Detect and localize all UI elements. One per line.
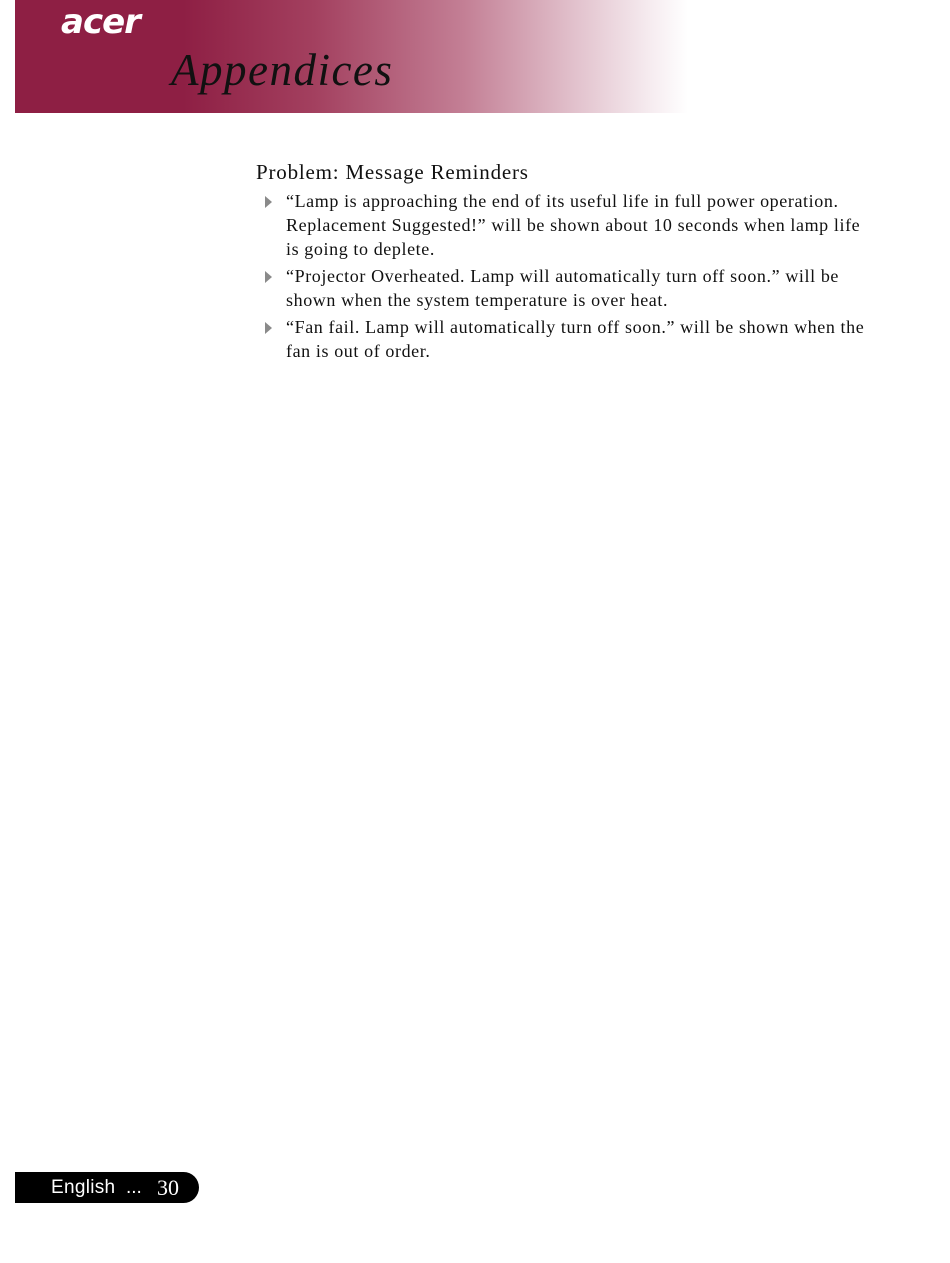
- main-content: [256, 158, 876, 366]
- page-title: Appendices: [171, 45, 394, 95]
- list-item: [256, 264, 876, 312]
- list-item-text: “Projector Overheated. Lamp will automatically turn off soon.” will be shown when the system temperature is over heat.: [286, 266, 840, 310]
- page-number: 30: [157, 1175, 179, 1200]
- footer-separator: ...: [126, 1177, 142, 1198]
- header-banner: [15, 0, 950, 113]
- list-item-text: “Fan fail. Lamp will automatically turn off soon.” will be shown when the fan is out of order.: [286, 317, 865, 361]
- page-footer-tab: [15, 1172, 199, 1203]
- list-item-text: “Lamp is approaching the end of its useful life in full power operation. Replacement Suggested!” will be shown about 10 seconds when lamp life is going to deplete.: [286, 191, 861, 259]
- footer-language: English: [51, 1177, 116, 1198]
- message-list: [256, 189, 876, 363]
- acer-logo: acer: [61, 2, 140, 42]
- triangle-right-icon: [265, 196, 272, 208]
- triangle-right-icon: [265, 271, 272, 283]
- triangle-right-icon: [265, 322, 272, 334]
- list-item: [256, 189, 876, 261]
- list-item: [256, 315, 876, 363]
- section-heading: Problem: Message Reminders: [256, 160, 529, 184]
